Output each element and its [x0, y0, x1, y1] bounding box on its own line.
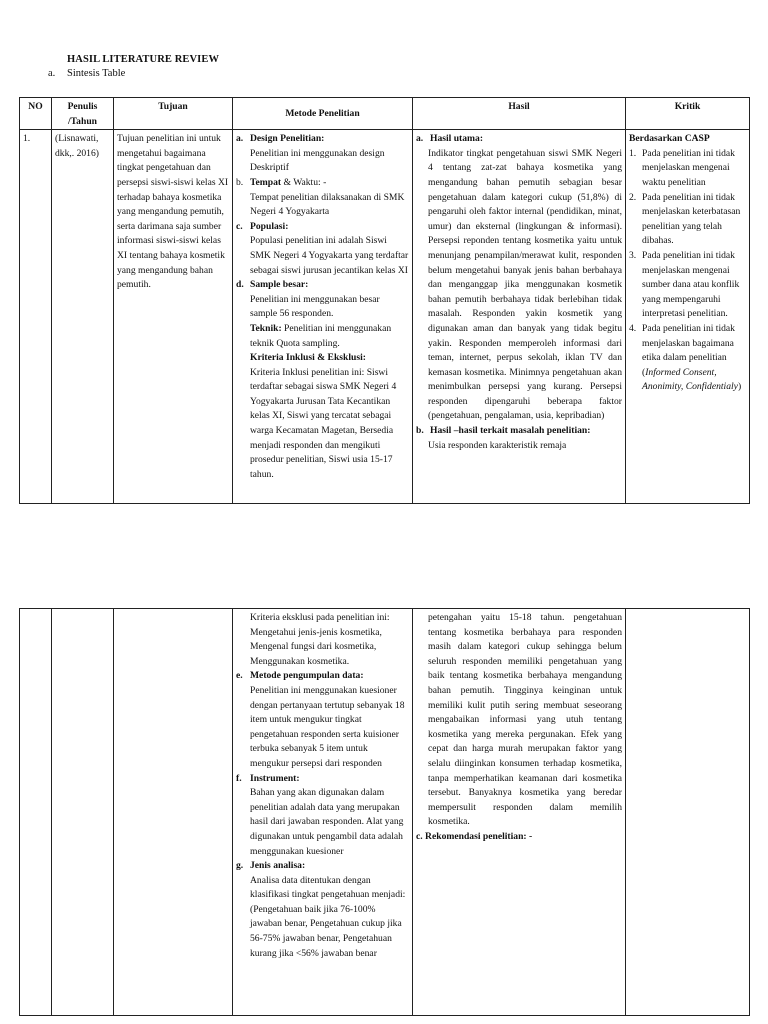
kritik-title: Berdasarkan CASP: [629, 133, 710, 145]
header-hasil: Hasil: [413, 98, 626, 130]
metode-b-text: Tempat penelitian dilaksanakan di SMK Negeri 4 Yogyakarta: [250, 191, 405, 218]
hasil-a-text: Indikator tingkat pengetahuan siswi SMK Negeri 4 tentang zat-zat bahaya kosmetika yang mengandung bahan pemutih sebagian besar pengetahuan dalam kategori cukup (51,8%) di pengaruhi oleh faktor internal (pendidikan, minat, umur) dan eksternal (lingkungan & informasi). Persepsi reponden tentang kosmetika yaitu untuk menunjang penampilan/merawat kulit, responden belum mengetahui banyak jenis bahan berbahaya dan menganggap jika menggunakan kosmetik bahan pemutih berbahaya tidak berlebihan tidak masalah. Responden yakin kosmetik yang digunakan aman dan banyak yang tidak begitu yakin. Responden memperoleh informasi dari teman, internet, perpus sekolah, iklan TV dan kemasan kosmetika. Minimnya pengetahuan akan menimbulkan persepsi yang kurang. Persepsi responden dipengaruhi beberapa faktor (pengetahuan, pengalaman, usia, kepribadian): [428, 147, 622, 422]
hasil-a-title: Hasil utama:: [430, 133, 484, 145]
metode-teknik-text: Penelitian ini menggunakan teknik Quota sampling.: [250, 322, 392, 349]
hasil-section-a: [416, 132, 622, 147]
synthesis-table-page-1: [19, 97, 750, 504]
cell-kritik: [626, 130, 750, 504]
hasil-b-text-continued: petengahan yaitu 15-18 tahun. pengetahuan tentang kosmetika berbahaya para responden masih dalam kategori cukup sehingga belum seluruh responden memiliki pengetahuan yang baik tentang kosmetika berbahaya mengandung bahan pemutih. Tingginya keinginan untuk memiliki kulit putih sering membuat seseorang mengabaikan informasi yang utuh tentang kosmetika yang mereka pergunakan. Efek yang cepat dan harga murah merupakan faktor yang selalu diinginkan konsumen terhadap kosmetika, tanpa memperhatikan keamanan dari kosmetika tersebut. Banyaknya kosmetika yang beredar mempersulit responden dalam memilih kosmetika.: [428, 612, 622, 828]
metode-section-c: [236, 220, 409, 278]
kritik-item: [629, 191, 746, 249]
header-kritik: Kritik: [626, 98, 750, 130]
cell-metode-continued: [233, 609, 413, 1016]
kritik-item-number: 3.: [629, 249, 637, 261]
kritik-item-text: Pada penelitian ini tidak menjelaskan mengenai waktu penelitian: [642, 147, 735, 188]
header-penulis: Penulis /Tahun: [52, 98, 114, 130]
section-marker: c.: [236, 220, 243, 232]
kritik-item-text: Pada penelitian ini tidak menjelaskan bagaimana etika dalam penelitian (: [642, 322, 735, 378]
cell-kritik-empty: [626, 609, 750, 1016]
document-subheading: [48, 68, 125, 79]
metode-f-text: Bahan yang akan digunakan dalam penelitian adalah data yang merupakan hasil dari jawaban responden. Alat yang digunakan untuk pengambil data adalah menggunakan kuesioner: [250, 787, 404, 857]
metode-d-text: Penelitian ini menggunakan besar sample 56 responden.: [250, 293, 380, 320]
cell-hasil-continued: [413, 609, 626, 1016]
metode-b-title: Tempat: [250, 176, 282, 188]
metode-section-d: [236, 278, 409, 482]
kritik-item: [629, 322, 746, 395]
metode-section-g: [236, 859, 409, 961]
hasil-c-title: c. Rekomendasi penelitian: -: [416, 830, 533, 842]
kritik-item-italic: Informed Consent, Anonimity, Confidentialy: [642, 366, 738, 393]
table-row: [20, 130, 750, 504]
metode-section-f: [236, 772, 409, 860]
section-marker: d.: [236, 279, 244, 291]
kritik-item-number: 1.: [629, 147, 637, 159]
section-marker: f.: [236, 772, 242, 784]
table-header-row: [20, 98, 750, 130]
metode-c-title: Populasi:: [250, 220, 289, 232]
kritik-item-number: 4.: [629, 322, 637, 334]
kritik-item-text: Pada penelitian ini tidak menjelaskan keterbatasan penelitian yang telah dibahas.: [642, 191, 741, 247]
cell-tujuan-empty: [114, 609, 233, 1016]
hasil-b-text: Usia responden karakteristik remaja: [428, 439, 567, 451]
cell-no: 1.: [20, 130, 52, 504]
metode-section-b: [236, 176, 409, 220]
kritik-item-close: ): [737, 381, 742, 393]
metode-teknik-title: Teknik:: [250, 322, 282, 334]
table-row: [20, 609, 750, 1016]
kritik-item: [629, 249, 746, 322]
metode-kriteria-continued: Kriteria eksklusi pada penelitian ini: Mengetahui jenis-jenis kosmetika, Mengenal fungsi dari kosmetika, Menggunakan kosmetika.: [250, 612, 390, 667]
hasil-b-title: Hasil –hasil terkait masalah penelitian:: [430, 425, 591, 437]
metode-a-title: Design Penelitian:: [250, 133, 325, 145]
metode-f-title: Instrument:: [250, 772, 300, 784]
metode-e-text: Penelitian ini menggunakan kuesioner dengan pertanyaan tertutup sebanyak 18 item untuk mengukur tingkat pengetahuan responden serta kuisioner terbuka sebanyak 5 item untuk mengukur persepsi dari responden: [250, 684, 405, 769]
section-marker: b.: [236, 176, 244, 188]
header-tujuan: Tujuan: [114, 98, 233, 130]
metode-d-title: Sample besar:: [250, 279, 309, 291]
section-marker: g.: [236, 860, 244, 872]
header-metode: Metode Penelitian: [233, 98, 413, 130]
cell-hasil: [413, 130, 626, 504]
cell-penulis-empty: [52, 609, 114, 1016]
section-marker: a.: [236, 133, 244, 145]
metode-section-e: [236, 669, 409, 771]
kritik-item-number: 2.: [629, 191, 637, 203]
section-marker: e.: [236, 670, 243, 682]
metode-e-title: Metode pengumpulan data:: [250, 670, 364, 682]
header-no: NO: [20, 98, 52, 130]
kritik-item-text: Pada penelitian ini tidak menjelaskan mengenai sumber dana atau konflik yang mempengaruhi interpretasi penelitian.: [642, 249, 740, 320]
subheading-text: Sintesis Table: [67, 68, 126, 79]
metode-kriteria-text: Kriteria Inklusi penelitian ini: Siswi terdaftar sebagai siswa SMK Negeri 4 Yogyakarta Jurusan Tata Kecantikan kelas XI, Siswi yang tercatat sebagai warga Kecamatan Magetan, Bersedia menjadi responden dan mengikuti prosedur penelitian, Siswi usia 15-17 tahun.: [250, 366, 397, 480]
subheading-marker: a.: [48, 68, 56, 79]
metode-b-title-rest: & Waktu: -: [281, 176, 327, 188]
hasil-section-b: [416, 424, 622, 439]
cell-penulis: (Lisnawati, dkk,. 2016): [52, 130, 114, 504]
section-marker: b.: [416, 425, 424, 437]
metode-kriteria-title: Kriteria Inklusi & Eksklusi:: [250, 352, 366, 364]
metode-g-text: Analisa data ditentukan dengan klasifikasi tingkat pengetahuan menjadi: (Pengetahuan baik jika 76-100% jawaban benar, Pengetahuan cukup jika 56-75% jawaban benar, Pengetahuan kurang jika <56% jawaban benar: [250, 874, 406, 959]
cell-metode: [233, 130, 413, 504]
metode-c-text: Populasi penelitian ini adalah Siswi SMK Negeri 4 Yogyakarta yang terdaftar sebagai siswi jurusan jecantikan kelas XI: [250, 235, 409, 276]
metode-g-title: Jenis analisa:: [250, 860, 306, 872]
cell-tujuan: Tujuan penelitian ini untuk mengetahui bagaimana tingkat pengetahuan dan persepsi siswi-siswi kelas XI terhadap bahaya kosmetika yang mengandung pemutih, serta darimana saja sumber informasi siswi-siswi kelas XI tentang bahaya kosmetik yang mengandung bahan pemutih.: [114, 130, 233, 504]
document-heading: HASIL LITERATURE REVIEW: [67, 54, 220, 65]
kritik-item: [629, 147, 746, 191]
metode-section-a: [236, 132, 409, 176]
metode-a-text: Penelitian ini menggunakan design Deskriptif: [250, 147, 385, 174]
synthesis-table-page-2: [19, 608, 750, 1016]
cell-no-empty: [20, 609, 52, 1016]
section-marker: a.: [416, 133, 424, 145]
